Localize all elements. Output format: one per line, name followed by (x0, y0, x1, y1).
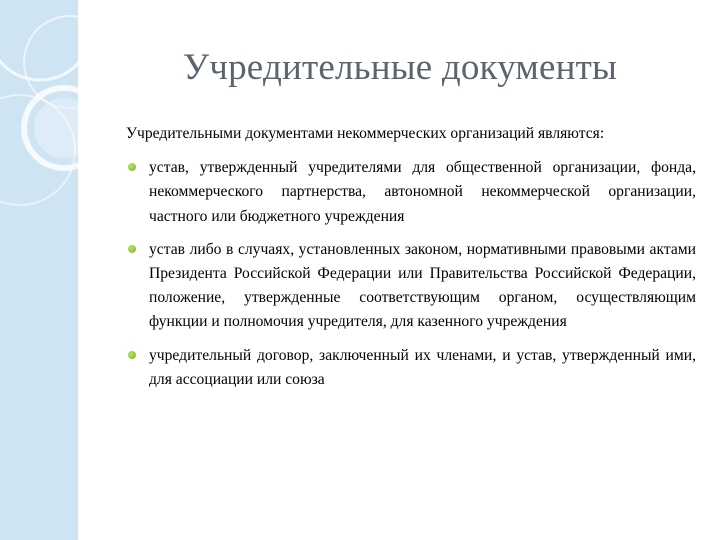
slide-title: Учредительные документы (182, 47, 618, 88)
bullet-text: устав, утвержденный учредителями для общественной организации, фонда, некоммерческого партнерства, автономной некоммерческой организации, частного или бюджетного учреждения (149, 159, 696, 225)
slide-content (126, 122, 696, 401)
bullet-dot-icon (128, 245, 136, 253)
bullet-dot-icon (128, 163, 136, 171)
decorative-side-band (0, 0, 78, 540)
list-item (126, 344, 696, 392)
intro-paragraph: Учредительными документами некоммерческих организаций являются: (126, 125, 605, 142)
bullet-list (126, 156, 696, 392)
bullet-text: учредительный договор, заключенный их членами, и устав, утвержденный ими, для ассоциации или союза (149, 346, 696, 388)
decorative-circles-graphic (0, 0, 78, 540)
bullet-dot-icon (128, 351, 136, 359)
bullet-text: устав либо в случаях, установленных законом, нормативными правовыми актами Президента Российской Федерации или Правительства Российской Федерации, положение, утвержденные соответствующим органом, осуществляющим функции и полномочия учредителя, для казенного учреждения (149, 240, 696, 331)
list-item (126, 156, 696, 229)
list-item (126, 238, 696, 335)
